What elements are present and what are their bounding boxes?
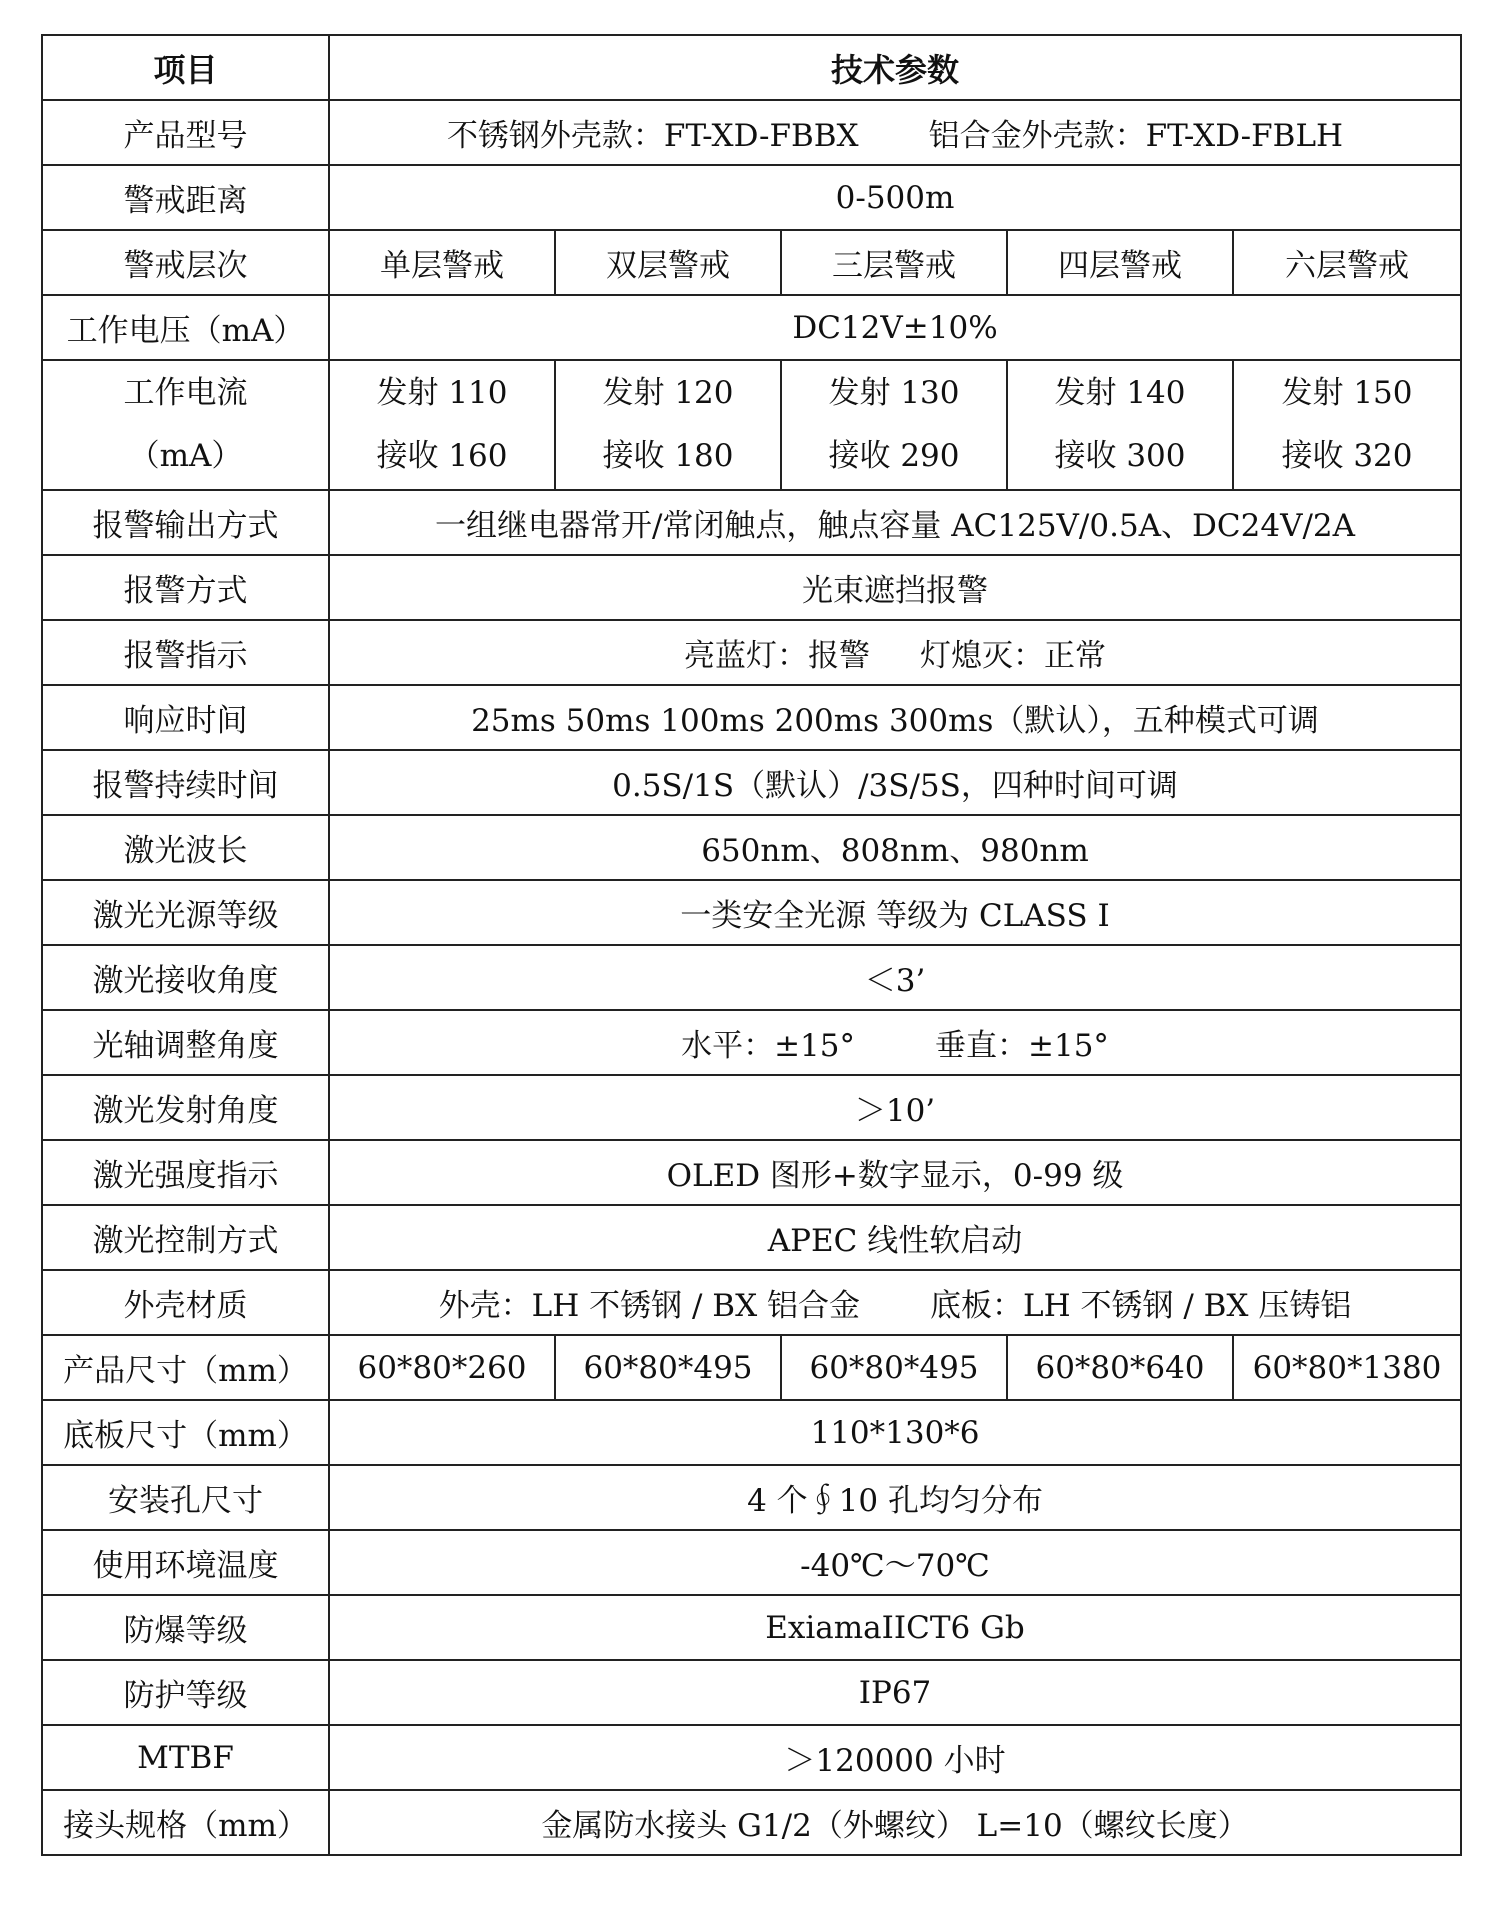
label-alarm-output: 报警输出方式 — [42, 490, 329, 555]
value-housing — [329, 1270, 1461, 1335]
value-mtbf: ＞120000 小时 — [329, 1725, 1461, 1790]
housing-shell: 外壳：LH 不锈钢 / BX 铝合金 — [438, 1288, 860, 1324]
value-response: 25ms 50ms 100ms 200ms 300ms（默认），五种模式可调 — [329, 685, 1461, 750]
label-intensity: 激光强度指示 — [42, 1140, 329, 1205]
model-aluminum: 铝合金外壳款：FT-XD-FBLH — [928, 118, 1344, 154]
level-cell: 双层警戒 — [555, 230, 781, 295]
row-emit-angle — [42, 1075, 1461, 1140]
value-wavelength: 650nm、808nm、980nm — [329, 815, 1461, 880]
current-emit: 发射 130 — [828, 375, 960, 411]
current-emit: 发射 120 — [602, 375, 734, 411]
value-receive-angle: ＜3’ — [329, 945, 1461, 1010]
size-cell: 60*80*495 — [555, 1335, 781, 1400]
row-housing — [42, 1270, 1461, 1335]
level-cell: 四层警戒 — [1007, 230, 1233, 295]
current-cell — [1233, 360, 1461, 490]
row-wavelength — [42, 815, 1461, 880]
size-cell: 60*80*1380 — [1233, 1335, 1461, 1400]
value-connector: 金属防水接头 G1/2（外螺纹） L=10（螺纹长度） — [329, 1790, 1461, 1855]
row-levels — [42, 230, 1461, 295]
label-size: 产品尺寸（mm） — [42, 1335, 329, 1400]
row-connector — [42, 1790, 1461, 1855]
label-response: 响应时间 — [42, 685, 329, 750]
current-emit: 发射 110 — [376, 375, 508, 411]
value-laser-class: 一类安全光源 等级为 CLASS Ⅰ — [329, 880, 1461, 945]
value-emit-angle: ＞10’ — [329, 1075, 1461, 1140]
label-protection: 防护等级 — [42, 1660, 329, 1725]
row-alarm-indicator — [42, 620, 1461, 685]
value-distance: 0-500m — [329, 165, 1461, 230]
label-holes: 安装孔尺寸 — [42, 1465, 329, 1530]
current-cell — [1007, 360, 1233, 490]
label-housing: 外壳材质 — [42, 1270, 329, 1335]
label-levels: 警戒层次 — [42, 230, 329, 295]
axis-vertical: 垂直：±15° — [935, 1028, 1109, 1064]
label-temperature: 使用环境温度 — [42, 1530, 329, 1595]
row-temperature — [42, 1530, 1461, 1595]
housing-base: 底板：LH 不锈钢 / BX 压铸铝 — [930, 1288, 1352, 1324]
row-response — [42, 685, 1461, 750]
label-emit-angle: 激光发射角度 — [42, 1075, 329, 1140]
label-mtbf: MTBF — [42, 1725, 329, 1790]
header-item: 项目 — [42, 35, 329, 100]
value-axis-adjust — [329, 1010, 1461, 1075]
label-connector: 接头规格（mm） — [42, 1790, 329, 1855]
current-receive: 接收 320 — [1281, 438, 1413, 474]
current-emit: 发射 150 — [1281, 375, 1413, 411]
value-intensity: OLED 图形+数字显示，0-99 级 — [329, 1140, 1461, 1205]
level-cell: 六层警戒 — [1233, 230, 1461, 295]
row-mtbf — [42, 1725, 1461, 1790]
row-explosion — [42, 1595, 1461, 1660]
current-emit: 发射 140 — [1054, 375, 1186, 411]
level-cell: 单层警戒 — [329, 230, 555, 295]
axis-horizontal: 水平：±15° — [681, 1028, 855, 1064]
indicator-on: 亮蓝灯：报警 — [684, 638, 870, 674]
size-cell: 60*80*495 — [781, 1335, 1007, 1400]
current-cell — [329, 360, 555, 490]
size-cell: 60*80*640 — [1007, 1335, 1233, 1400]
spec-table — [41, 34, 1462, 1856]
label-axis-adjust: 光轴调整角度 — [42, 1010, 329, 1075]
current-receive: 接收 180 — [602, 438, 734, 474]
label-alarm-indicator: 报警指示 — [42, 620, 329, 685]
label-current-line2: （mA） — [128, 438, 243, 474]
row-size — [42, 1335, 1461, 1400]
row-protection — [42, 1660, 1461, 1725]
row-distance — [42, 165, 1461, 230]
label-explosion: 防爆等级 — [42, 1595, 329, 1660]
label-wavelength: 激光波长 — [42, 815, 329, 880]
value-explosion: ExiamaIICT6 Gb — [329, 1595, 1461, 1660]
value-alarm-output: 一组继电器常开/常闭触点，触点容量 AC125V/0.5A、DC24V/2A — [329, 490, 1461, 555]
current-receive: 接收 160 — [376, 438, 508, 474]
label-alarm-mode: 报警方式 — [42, 555, 329, 620]
label-alarm-duration: 报警持续时间 — [42, 750, 329, 815]
current-cell — [781, 360, 1007, 490]
value-temperature: -40℃～70℃ — [329, 1530, 1461, 1595]
row-model — [42, 100, 1461, 165]
row-receive-angle — [42, 945, 1461, 1010]
label-current-line1: 工作电流 — [123, 375, 248, 411]
label-current — [42, 360, 329, 490]
row-axis-adjust — [42, 1010, 1461, 1075]
level-cell: 三层警戒 — [781, 230, 1007, 295]
row-holes — [42, 1465, 1461, 1530]
value-base-size: 110*130*6 — [329, 1400, 1461, 1465]
header-param: 技术参数 — [329, 35, 1461, 100]
model-stainless: 不锈钢外壳款：FT-XD-FBBX — [446, 118, 859, 154]
indicator-off: 灯熄灭：正常 — [920, 638, 1106, 674]
row-alarm-mode — [42, 555, 1461, 620]
value-model — [329, 100, 1461, 165]
row-base-size — [42, 1400, 1461, 1465]
label-receive-angle: 激光接收角度 — [42, 945, 329, 1010]
label-model: 产品型号 — [42, 100, 329, 165]
size-cell: 60*80*260 — [329, 1335, 555, 1400]
current-cell — [555, 360, 781, 490]
value-control: APEC 线性软启动 — [329, 1205, 1461, 1270]
value-alarm-duration: 0.5S/1S（默认）/3S/5S，四种时间可调 — [329, 750, 1461, 815]
label-distance: 警戒距离 — [42, 165, 329, 230]
label-laser-class: 激光光源等级 — [42, 880, 329, 945]
label-control: 激光控制方式 — [42, 1205, 329, 1270]
current-receive: 接收 300 — [1054, 438, 1186, 474]
value-holes: 4 个∮10 孔均匀分布 — [329, 1465, 1461, 1530]
row-laser-class — [42, 880, 1461, 945]
row-control — [42, 1205, 1461, 1270]
row-current — [42, 360, 1461, 490]
label-base-size: 底板尺寸（mm） — [42, 1400, 329, 1465]
value-alarm-mode: 光束遮挡报警 — [329, 555, 1461, 620]
row-alarm-output — [42, 490, 1461, 555]
value-protection: IP67 — [329, 1660, 1461, 1725]
current-receive: 接收 290 — [828, 438, 960, 474]
row-alarm-duration — [42, 750, 1461, 815]
row-voltage — [42, 295, 1461, 360]
value-alarm-indicator — [329, 620, 1461, 685]
header-row — [42, 35, 1461, 100]
label-voltage: 工作电压（mA） — [42, 295, 329, 360]
row-intensity — [42, 1140, 1461, 1205]
value-voltage: DC12V±10% — [329, 295, 1461, 360]
